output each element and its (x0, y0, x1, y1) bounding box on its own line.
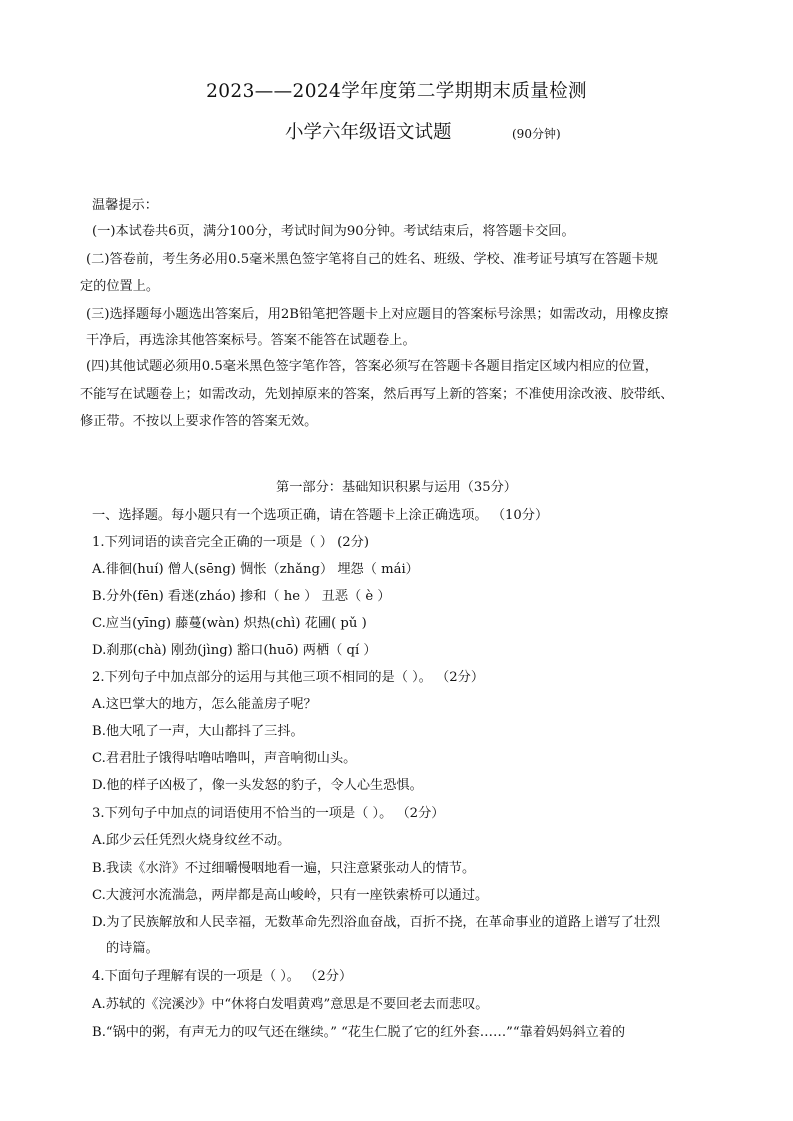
question-option: B.“锅中的粥，有声无力的叹气还在继续。” “花生仁脱了它的红外套……”“靠着妈妈斜立着的 (92, 1025, 626, 1040)
question-option: A.苏轼的《浣溪沙》中“休将白发唱黄鸡”意思是不要回老去而悲叹。 (92, 997, 489, 1012)
question-option: B.他大吼了一声，大山都抖了三抖。 (92, 724, 304, 739)
question-option: D.刹那(chà) 刚劲(jìng) 豁口(huō) 两栖（ qí ） (92, 643, 377, 658)
tips-line: 干净后，再选涂其他答案标号。答案不能答在试题卷上。 (86, 333, 416, 348)
question-line: 2.下列句子中加点部分的运用与其他三项不相同的是（ ）。 （2分） (92, 670, 485, 685)
exam-duration: (90分钟) (512, 127, 561, 141)
question-option: D.为了民族解放和人民幸福，无数革命先烈浴血奋战，百折不挠，在革命事业的道路上谱写了壮烈 (92, 915, 661, 930)
tips-line: 不能写在试题卷上；如需改动，先划掉原来的答案，然后再写上新的答案；不准使用涂改液、胶带纸、 (80, 387, 674, 402)
tips-line: (二)答卷前，考生务必用0.5毫米黑色签字笔将自己的姓名、班级、学校、准考证号填写在答题卡规 (86, 252, 658, 267)
question-option: A.邱少云任凭烈火烧身纹丝不动。 (92, 833, 291, 848)
question-option: A.这巴掌大的地方，怎么能盖房子呢？ (92, 697, 317, 712)
part-heading: 第一部分：基础知识积累与运用（35分） (276, 480, 517, 495)
question-line: 4.下面句子理解有误的一项是（ ）。 （2分） (92, 969, 353, 984)
tips-line: 修正带。不按以上要求作答的答案无效。 (80, 414, 318, 429)
tips-line: 定的位置上。 (80, 279, 160, 294)
question-option-continued: 的诗篇。 (106, 941, 159, 956)
question-option: C.大渡河水流湍急，两岸都是高山峻岭，只有一座铁索桥可以通过。 (92, 888, 489, 903)
exam-subtitle: 小学六年级语文试题 (285, 122, 452, 143)
tips-line: (四)其他试题必须用0.5毫米黑色签字笔作答，答案必须写在答题卡各题目指定区域内相应的位置， (86, 359, 658, 374)
tips-line: (三)选择题每小题选出答案后，用2B铅笔把答题卡上对应题目的答案标号涂黑；如需改动，用橡皮擦 (86, 307, 669, 322)
question-option: D.他的样子凶极了，像一头发怒的豹子，令人心生恐惧。 (92, 778, 423, 793)
question-option: B.我读《水浒》不过细嚼慢咽地看一遍，只注意紧张动人的情节。 (92, 861, 476, 876)
question-option: B.分外(fēn) 看迷(zháo) 掺和（ he ） 丑恶（ è ） (92, 589, 391, 604)
section-instruction: 一、选择题。每小题只有一个选项正确，请在答题卡上涂正确选项。 （10分） (92, 508, 549, 523)
question-option: C.应当(yīng) 藤蔓(wàn) 炽热(chì) 花圃( pǔ ) (92, 616, 367, 631)
question-line: 1.下列词语的读音完全正确的一项是（ ） (2分) (92, 535, 370, 550)
exam-title: 2023——2024学年度第二学期期末质量检测 (206, 81, 587, 102)
tips-heading: 温馨提示： (92, 198, 158, 213)
question-line: 3.下列句子中加点的词语使用不恰当的一项是（ ）。 （2分） (92, 806, 445, 821)
tips-line: (一)本试卷共6页，满分100分，考试时间为90分钟。考试结束后，将答题卡交回。 (92, 224, 575, 239)
question-option: A.徘徊(huí) 僧人(sēng) 惆怅（zhǎng） 埋怨（ mái） (92, 562, 419, 577)
question-option: C.君君肚子饿得咕噜咕噜叫，声音响彻山头。 (92, 751, 357, 766)
